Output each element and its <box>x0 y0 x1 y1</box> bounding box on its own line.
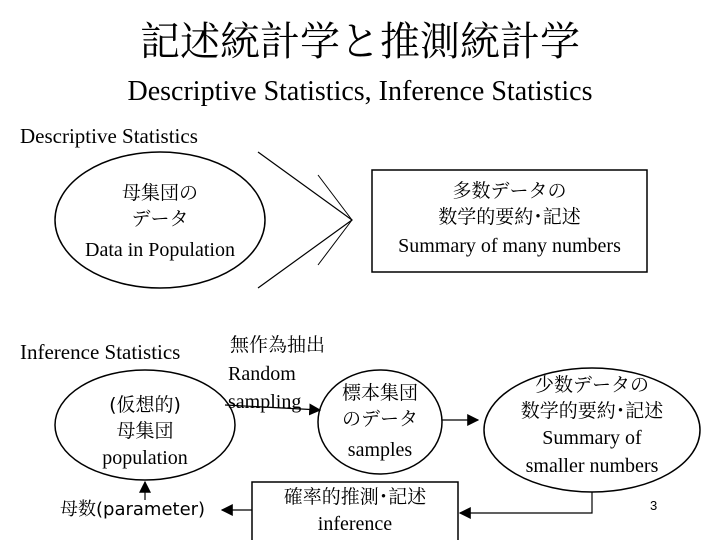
population-data-jp-line1: 母集団の <box>121 182 198 204</box>
population-data-en: Data in Population <box>85 239 235 261</box>
summary-arrow-inner-line <box>318 175 352 220</box>
summary-arrow-inner-line-2 <box>318 220 352 265</box>
many-summary-jp-line2: 数学的要約･記述 <box>438 206 581 228</box>
population-data-text <box>55 180 265 262</box>
parameter-label: 母数(parameter) <box>60 499 206 520</box>
summary-arrow-shape <box>258 152 352 288</box>
inference-population-en: population <box>102 447 188 469</box>
summary-to-inference-arrow <box>460 492 592 513</box>
inference-population-jp-line1: (仮想的) <box>109 394 181 416</box>
inference-box-text <box>252 484 458 538</box>
inference-population-jp-line2: 母集団 <box>116 420 174 442</box>
small-summary-jp-line1: 少数データの <box>534 374 649 396</box>
population-data-jp-line2: データ <box>131 208 189 230</box>
random-sampling-en-line2: sampling <box>228 391 302 413</box>
inference-population-text <box>60 392 230 470</box>
many-summary-jp-line1: 多数データの <box>452 180 567 202</box>
sample-text <box>318 380 442 462</box>
inference-en: inference <box>317 513 393 535</box>
descriptive-section-label: Descriptive Statistics <box>20 124 198 148</box>
small-summary-text <box>484 372 700 480</box>
random-sampling-en-line1: Random <box>228 363 296 385</box>
inference-section-label: Inference Statistics <box>20 340 181 364</box>
sample-jp-line2: のデータ <box>341 408 418 430</box>
many-summary-en: Summary of many numbers <box>398 235 621 257</box>
small-summary-jp-line2: 数学的要約･記述 <box>520 400 664 422</box>
small-summary-en-line2: smaller numbers <box>525 455 659 477</box>
random-sampling-jp: 無作為抽出 <box>230 334 326 356</box>
page-title: 記述統計学と推測統計学 <box>140 19 580 65</box>
page-subtitle: Descriptive Statistics, Inference Statistics <box>127 76 593 107</box>
small-summary-en-line1: Summary of <box>542 427 642 449</box>
sample-jp-line1: 標本集団 <box>341 382 418 404</box>
many-summary-text <box>372 178 647 258</box>
sample-en: samples <box>347 439 413 461</box>
page-number: 3 <box>650 498 658 513</box>
inference-jp: 確率的推測･記述 <box>283 486 427 508</box>
